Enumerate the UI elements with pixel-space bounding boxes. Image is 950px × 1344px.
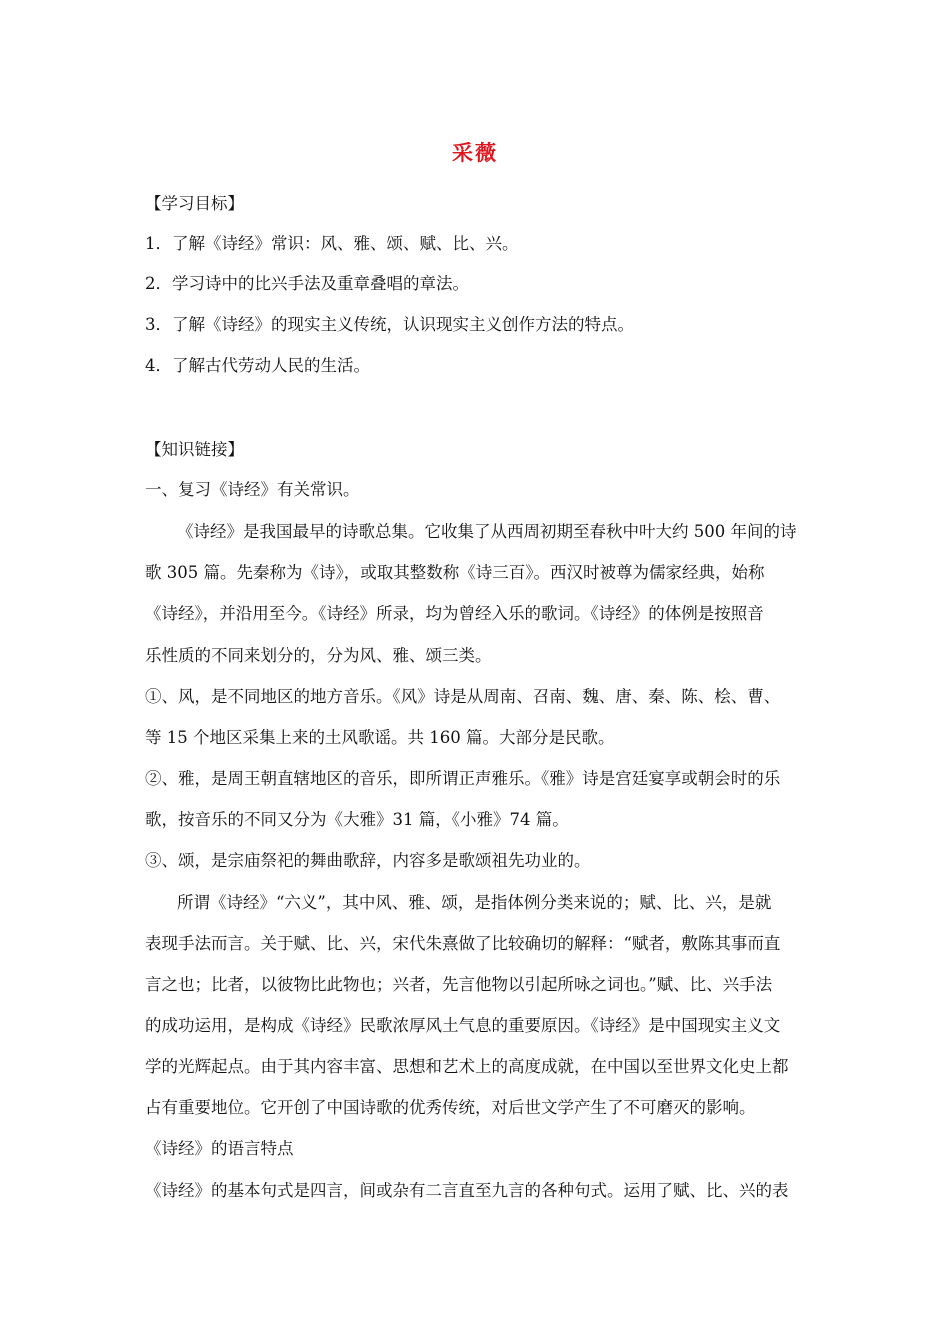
paragraph-line: 表现手法而言。关于赋、比、兴，宋代朱熹做了比较确切的解释：“赋者，敷陈其事而直 (145, 934, 781, 953)
objective-item: 1．了解《诗经》常识：风、雅、颂、赋、比、兴。 (145, 234, 519, 253)
paragraph-line: 乐性质的不同来划分的，分为风、雅、颂三类。 (145, 646, 492, 665)
objective-item: 4．了解古代劳动人民的生活。 (145, 356, 370, 375)
feng-line: ①、风，是不同地区的地方音乐。《风》诗是从周南、召南、魏、唐、秦、陈、桧、曹、 (145, 687, 781, 706)
paragraph-line: 学的光辉起点。由于其内容丰富、思想和艺术上的高度成就，在中国以至世界文化史上都 (145, 1057, 789, 1076)
ya-line: 歌，按音乐的不同又分为《大雅》31 篇，《小雅》74 篇。 (145, 810, 569, 829)
section-title: 一、复习《诗经》有关常识。 (145, 480, 360, 499)
paragraph-line: 言之也；比者，以彼物比此物也；兴者，先言他物以引起所咏之词也。”赋、比、兴手法 (145, 975, 773, 994)
paragraph-line: 《诗经》的基本句式是四言，间或杂有二言直至九言的各种句式。运用了赋、比、兴的表 (145, 1181, 789, 1200)
paragraph-line: 《诗经》，并沿用至今。《诗经》所录，均为曾经入乐的歌词。《诗经》的体例是按照音 (145, 604, 764, 623)
page-title: 采薇 (452, 140, 498, 165)
language-heading: 《诗经》的语言特点 (145, 1139, 294, 1158)
paragraph-line: 的成功运用，是构成《诗经》民歌浓厚风土气息的重要原因。《诗经》是中国现实主义文 (145, 1016, 781, 1035)
objectives-heading: 【学习目标】 (145, 194, 244, 213)
paragraph-line: 《诗经》是我国最早的诗歌总集。它收集了从西周初期至春秋中叶大约 500 年间的诗 (177, 522, 797, 541)
feng-line: 等 15 个地区采集上来的土风歌谣。共 160 篇。大部分是民歌。 (145, 728, 615, 747)
objective-item: 2．学习诗中的比兴手法及重章叠唱的章法。 (145, 274, 469, 293)
paragraph-line: 占有重要地位。它开创了中国诗歌的优秀传统，对后世文学产生了不可磨灭的影响。 (145, 1098, 756, 1117)
objective-item: 3．了解《诗经》的现实主义传统，认识现实主义创作方法的特点。 (145, 315, 634, 334)
knowledge-heading: 【知识链接】 (145, 440, 244, 459)
paragraph-line: 所谓《诗经》“六义”，其中风、雅、颂，是指体例分类来说的；赋、比、兴，是就 (177, 893, 772, 912)
paragraph-line: 歌 305 篇。先秦称为《诗》，或取其整数称《诗三百》。西汉时被尊为儒家经典，始称 (145, 563, 765, 582)
ya-line: ②、雅，是周王朝直辖地区的音乐，即所谓正声雅乐。《雅》诗是宫廷宴享或朝会时的乐 (145, 769, 781, 788)
song-line: ③、颂，是宗庙祭祀的舞曲歌辞，内容多是歌颂祖先功业的。 (145, 851, 591, 870)
